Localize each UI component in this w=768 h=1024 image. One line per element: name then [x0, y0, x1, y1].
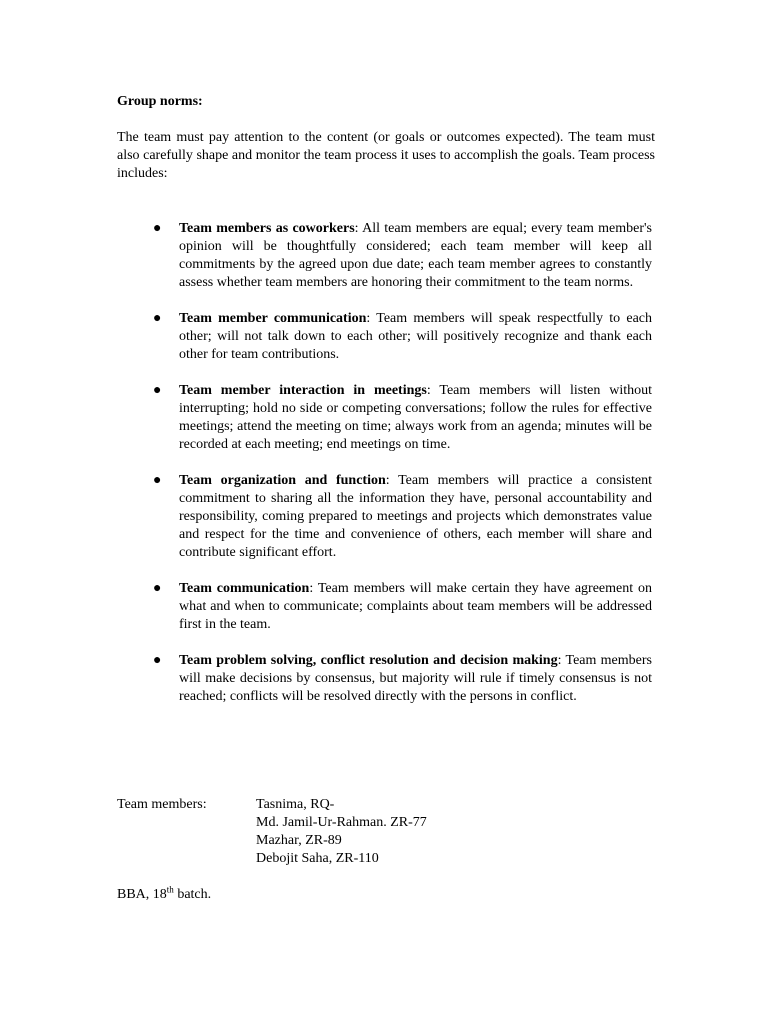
list-item-label: Team member communication [179, 311, 367, 326]
list-item-text: : Team members will listen without interrupting; hold no side or competing conversations; follow the rules for effective meetings; attend the meeting on time; always work from an agenda; minutes will be recorded at each meeting; end meetings on time. [179, 383, 652, 452]
list-item [0, 580, 768, 634]
list-item-text: : All team members are equal; every team member's opinion will be thoughtfully considered; each team member will keep all commitments by the agreed upon due date; each team member agrees to constantly assess whether team members are honoring their commitment to the team norms. [179, 221, 653, 290]
team-process-list [0, 220, 768, 724]
bullet-icon: ● [153, 221, 162, 236]
team-member-name: Debojit Saha, ZR-110 [256, 851, 379, 866]
list-item [0, 652, 768, 706]
list-item-label: Team members as coworkers [179, 221, 355, 236]
bullet-icon: ● [153, 581, 162, 596]
batch-suffix: batch. [173, 887, 212, 902]
bullet-icon: ● [153, 473, 162, 488]
team-member-name: Mazhar, ZR-89 [256, 833, 342, 848]
list-item-label: Team organization and function [179, 473, 386, 488]
list-item [0, 382, 768, 454]
team-member-name: Md. Jamil-Ur-Rahman. ZR-77 [256, 815, 427, 830]
list-item-label: Team member interaction in meetings [179, 383, 427, 398]
list-item [0, 472, 768, 562]
team-members-label: Team members: [117, 797, 207, 812]
list-item [0, 310, 768, 364]
batch-line [117, 886, 211, 904]
document-heading: Group norms: [117, 94, 203, 109]
bullet-icon: ● [153, 383, 162, 398]
batch-superscript: th [166, 884, 174, 895]
list-item [0, 220, 768, 292]
list-item-text: : Team members will make certain they have agreement on what and when to communicate; complaints about team members will be addressed first in the team. [179, 581, 653, 632]
intro-paragraph: The team must pay attention to the content (or goals or outcomes expected). The team must also carefully shape and monitor the team process it uses to accomplish the goals. Team process includes: [117, 130, 655, 181]
list-item-text: : Team members will make decisions by consensus, but majority will rule if timely consensus is not reached; conflicts will be resolved directly with the persons in conflict. [179, 653, 652, 704]
list-item-label: Team problem solving, conflict resolution and decision making [179, 653, 558, 668]
list-item-label: Team communication [179, 581, 310, 596]
list-item-text: : Team members will practice a consistent commitment to sharing all the information they have, personal accountability and responsibility, coming prepared to meetings and projects which demonstrates value and respect for the time and convenience of others, each member will share and contribute significant effort. [179, 473, 652, 560]
bullet-icon: ● [153, 311, 162, 326]
bullet-icon: ● [153, 653, 162, 668]
team-members-list [256, 796, 427, 868]
list-item-text: : Team members will speak respectfully to each other; will not talk down to each other; will positively recognize and thank each other for team contributions. [179, 311, 652, 362]
team-member-name: Tasnima, RQ- [256, 797, 335, 812]
batch-prefix: BBA, 18 [117, 887, 167, 902]
